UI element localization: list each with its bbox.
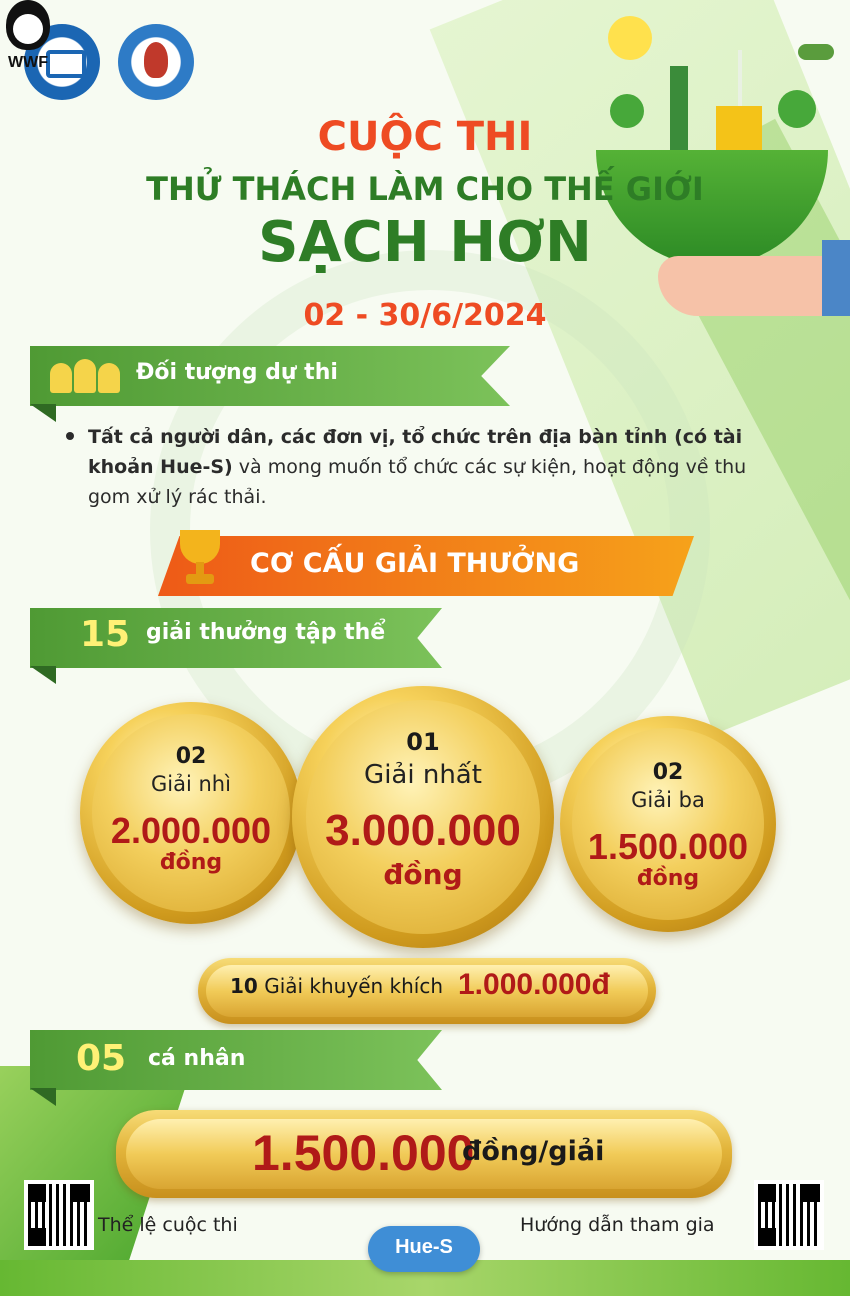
hue-s-label: Hue-S <box>395 1236 453 1258</box>
collective-label: giải thưởng tập thể <box>146 620 386 645</box>
guide-qr-code[interactable] <box>754 1180 824 1250</box>
second-prize-amount: 2.000.000 <box>110 810 272 851</box>
cloud-icon <box>798 44 834 60</box>
title-line1: CUỘC THI <box>317 114 533 160</box>
trophy-icon <box>174 522 226 592</box>
individual-label: cá nhân <box>148 1046 246 1071</box>
participants-banner <box>30 346 510 406</box>
rules-qr-code[interactable] <box>24 1180 94 1250</box>
encouragement-prize-text: 10 Giải khuyến khích <box>230 974 444 998</box>
title-line3: SẠCH HƠN <box>258 210 592 275</box>
guide-link[interactable]: Hướng dẫn tham gia <box>520 1214 715 1236</box>
sun-icon <box>608 16 652 60</box>
third-prize-medal <box>560 716 776 932</box>
contest-date: 02 - 30/6/2024 <box>303 298 547 333</box>
participants-text: Tất cả người dân, các đơn vị, tổ chức trên địa bàn tỉnh (có tài khoản Hue-S) và mong muốn tổ chức các sự kiện, hoạt động về thu gom xử lý rác thải. <box>88 426 747 508</box>
individual-count: 05 <box>76 1038 127 1079</box>
second-prize-qty: 02 <box>175 744 207 769</box>
second-prize-name: Giải nhì <box>151 772 231 796</box>
third-prize-unit: đồng <box>636 866 700 891</box>
third-prize-amount: 1.500.000 <box>587 826 749 867</box>
first-prize-qty: 01 <box>406 728 440 756</box>
third-prize-name: Giải ba <box>631 788 705 812</box>
people-group-icon <box>50 359 120 393</box>
third-prize-qty: 02 <box>652 760 684 785</box>
wwf-logo <box>0 0 56 74</box>
wwf-text: WWF <box>8 54 48 71</box>
encouragement-prize-amount: 1.000.000đ <box>458 968 610 1001</box>
first-prize-name: Giải nhất <box>364 760 482 790</box>
wind-turbine-icon <box>738 50 742 110</box>
prize-structure-heading: CƠ CẤU GIẢI THƯỞNG <box>250 548 580 579</box>
first-prize-amount: 3.000.000 <box>325 806 521 855</box>
rules-link[interactable]: Thể lệ cuộc thi <box>98 1214 238 1236</box>
environment-ministry-logo <box>118 24 194 100</box>
individual-prize-unit: đồng/giải <box>462 1136 605 1167</box>
collective-count: 15 <box>80 614 131 655</box>
title-line2: THỬ THÁCH LÀM CHO THẾ GIỚI <box>146 170 704 208</box>
participants-heading: Đối tượng dự thi <box>136 360 338 385</box>
first-prize-medal <box>292 686 554 948</box>
individual-prize-amount: 1.500.000 <box>252 1125 475 1181</box>
second-prize-unit: đồng <box>159 850 223 875</box>
second-prize-medal <box>80 702 302 924</box>
first-prize-unit: đồng <box>383 858 463 891</box>
